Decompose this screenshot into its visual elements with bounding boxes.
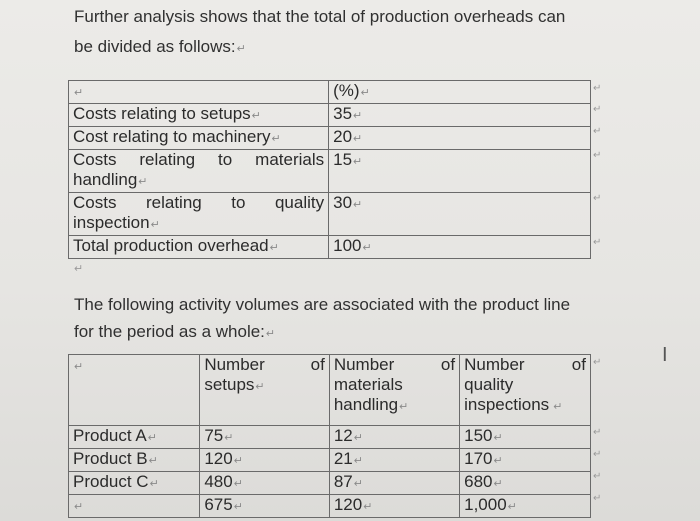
inspections-value: 1,000↵ [460, 495, 591, 518]
overhead-label: Costs relating to quality inspection↵ [69, 193, 329, 236]
overhead-label: Costs relating to materials handling↵ [69, 150, 329, 193]
table-row [69, 355, 591, 426]
table-row [69, 236, 591, 259]
overhead-value: 30↵ [329, 193, 591, 236]
overhead-value: 15↵ [329, 150, 591, 193]
product-label: Product A↵ [69, 426, 200, 449]
table-row [69, 127, 591, 150]
inspections-header: Number of quality inspections ↵ [460, 355, 591, 426]
table-cell: ↵ [69, 355, 200, 426]
intro-line-1: Further analysis shows that the total of production overheads can [74, 7, 566, 26]
setups-header: Number of setups↵ [200, 355, 330, 426]
materials-header: Number of materials handling↵ [329, 355, 459, 426]
table-header-cell: (%)↵ [329, 81, 591, 104]
table-row [69, 104, 591, 127]
materials-value: 87↵ [329, 472, 459, 495]
setups-value: 675↵ [200, 495, 330, 518]
inspections-value: 680↵ [460, 472, 591, 495]
overhead-label: Total production overhead↵ [69, 236, 329, 259]
product-label: ↵ [69, 495, 200, 518]
text-cursor-icon: I [662, 344, 668, 366]
overhead-table [68, 80, 591, 259]
setups-value: 480↵ [200, 472, 330, 495]
activity-line-1: The following activity volumes are associated with the product line [74, 295, 571, 314]
activity-table [68, 354, 591, 518]
overhead-value: 35↵ [329, 104, 591, 127]
intro-line-2: be divided as follows:↵ [74, 37, 246, 56]
overhead-value: 100↵ [329, 236, 591, 259]
table-row [69, 150, 591, 193]
materials-value: 21↵ [329, 449, 459, 472]
product-label: Product B↵ [69, 449, 200, 472]
overhead-label: Cost relating to machinery↵ [69, 127, 329, 150]
table-cell: ↵ [69, 81, 329, 104]
setups-value: 120↵ [200, 449, 330, 472]
table-row [69, 472, 591, 495]
materials-value: 120↵ [329, 495, 459, 518]
table-row [69, 193, 591, 236]
activity-line-2: for the period as a whole:↵ [74, 322, 276, 341]
overhead-label: Costs relating to setups↵ [69, 104, 329, 127]
table-row [69, 449, 591, 472]
overhead-value: 20↵ [329, 127, 591, 150]
activity-paragraph [74, 291, 674, 348]
setups-value: 75↵ [200, 426, 330, 449]
product-label: Product C↵ [69, 472, 200, 495]
table-row [69, 495, 591, 518]
table-row [69, 81, 591, 104]
materials-value: 12↵ [329, 426, 459, 449]
empty-paragraph-mark: ↵ [74, 263, 84, 275]
inspections-value: 170↵ [460, 449, 591, 472]
inspections-value: 150↵ [460, 426, 591, 449]
intro-paragraph [74, 2, 674, 64]
table-row [69, 426, 591, 449]
